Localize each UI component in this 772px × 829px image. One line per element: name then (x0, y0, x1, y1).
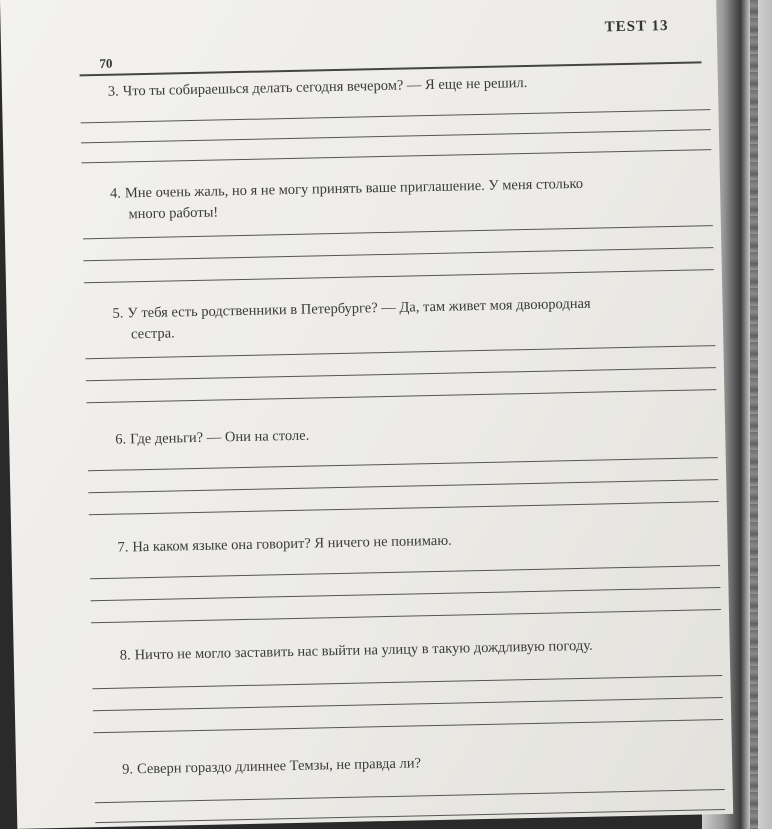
binding-strip (750, 0, 758, 829)
question-text: У тебя есть родственники в Петербурге? — Да, там живет моя двоюродная (127, 295, 591, 322)
question-number: 3. (107, 83, 119, 100)
question-8 (120, 633, 710, 666)
question-number: 9. (121, 761, 134, 778)
question-number: 8. (119, 647, 131, 664)
question-3 (108, 69, 698, 102)
answer-line[interactable] (93, 697, 723, 711)
answer-line[interactable] (92, 675, 722, 689)
question-5 (112, 291, 703, 345)
answer-line[interactable] (81, 149, 711, 163)
question-text: Что ты собираешься делать сегодня вечером? — Я еще не решил. (122, 74, 528, 100)
test-title: TEST 13 (604, 18, 669, 36)
question-number: 4. (109, 185, 122, 202)
answer-line[interactable] (81, 129, 711, 143)
answer-line[interactable] (83, 247, 713, 261)
question-number: 7. (117, 539, 129, 556)
question-text-continuation: много работы! (128, 204, 219, 223)
answer-line[interactable] (81, 109, 711, 123)
question-6 (115, 417, 705, 450)
page-number: 70 (99, 55, 113, 71)
answer-line[interactable] (91, 609, 721, 623)
question-text: Мне очень жаль, но я не могу принять ваше приглашение. У меня столько (124, 175, 584, 202)
question-text: Ничто не могло заставить нас выйти на улицу в такую дождливую погоду. (134, 637, 593, 664)
question-4 (110, 171, 701, 225)
answer-line[interactable] (90, 565, 720, 579)
question-text: На каком языке она говорит? Я ничего не понимаю. (132, 532, 452, 556)
answer-line[interactable] (91, 587, 721, 601)
answer-line[interactable] (83, 225, 713, 239)
question-9 (122, 747, 712, 780)
question-number: 6. (115, 431, 127, 448)
answer-line[interactable] (88, 479, 718, 493)
question-text: Где деньги? — Они на столе. (129, 427, 310, 448)
answer-line[interactable] (86, 345, 716, 359)
answer-line[interactable] (95, 809, 725, 823)
answer-line[interactable] (89, 501, 719, 515)
answer-line[interactable] (86, 367, 716, 381)
answer-line[interactable] (88, 457, 718, 471)
answer-line[interactable] (86, 389, 716, 403)
question-text-continuation: сестра. (130, 325, 175, 343)
question-7 (117, 525, 707, 558)
question-number: 5. (112, 305, 124, 322)
answer-line[interactable] (93, 719, 723, 733)
answer-line[interactable] (84, 269, 714, 283)
question-text: Северн гораздо длиннее Темзы, не правда ли? (136, 755, 422, 778)
answer-line[interactable] (95, 789, 725, 803)
